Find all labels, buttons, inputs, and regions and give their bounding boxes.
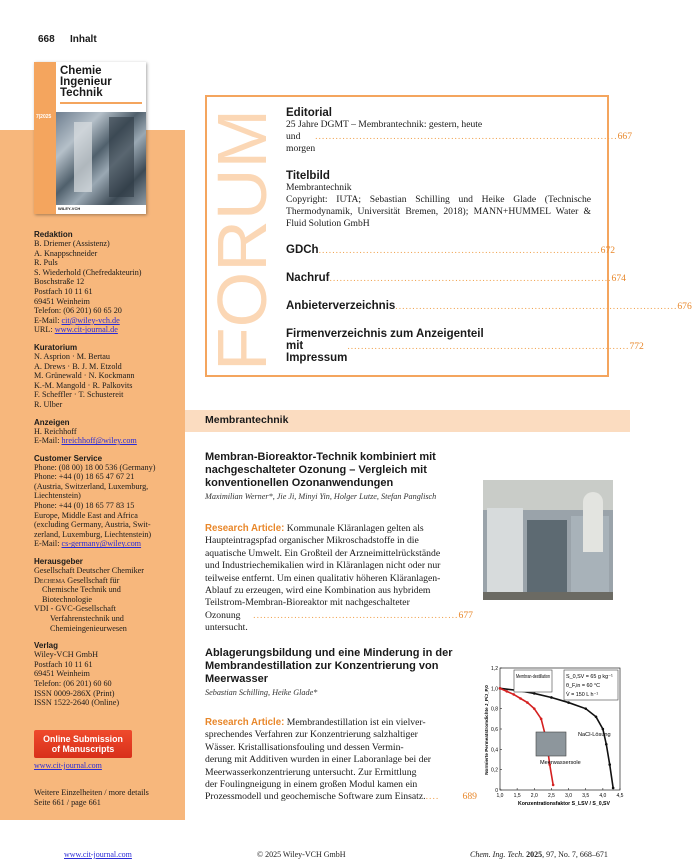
masthead-line: Phone: +44 (0) 18 65 77 83 15 — [34, 501, 135, 511]
more-line: Weitere Einzelheiten / more details — [34, 788, 149, 797]
masthead-line: K.-M. Mangold · R. Palkovits — [34, 380, 133, 390]
footer-citation: Chem. Ing. Tech. 2025, 97, No. 7, 668–671 — [470, 850, 608, 859]
research-article-label: Research Article: — [205, 717, 285, 728]
masthead-line: Phone: (08 00) 18 00 536 (Germany) — [34, 462, 156, 472]
page-ref[interactable]: 674 — [611, 273, 626, 284]
masthead-line: A. Knappschneider — [34, 248, 98, 258]
legend-line: θ_F,in = 60 °C — [566, 683, 601, 689]
masthead-line: F. Scheffler · T. Schustereit — [34, 390, 124, 400]
y-tick-label: 0,2 — [491, 767, 498, 774]
cover-publisher: WILEY-VCH — [58, 206, 81, 211]
data-point — [512, 693, 515, 696]
data-point — [519, 697, 522, 700]
y-tick-label: 0,8 — [491, 706, 498, 713]
masthead-line: (excluding Germany, Austria, Swit- — [34, 520, 151, 530]
abstract-line: und Industriechemikalien wird in Kläranlagen nicht oder nur — [205, 560, 441, 572]
data-point — [602, 728, 605, 731]
data-point — [584, 707, 587, 710]
url-label: URL: — [34, 325, 55, 335]
anzeigen-heading: Anzeigen — [34, 417, 70, 427]
masthead-line: Chemieingenieurwesen — [50, 623, 127, 633]
redaktion-heading: Redaktion — [34, 230, 73, 239]
masthead-line: Boschstraße 12 — [34, 277, 85, 287]
masthead-line: Telefon: (06 201) 60 60 — [34, 678, 112, 688]
masthead-line: Biotechnologie — [42, 594, 93, 604]
masthead-line: R. Puls — [34, 258, 58, 268]
herausgeber-heading: Herausgeber — [34, 557, 83, 567]
x-tick-label: 4,0 — [599, 793, 607, 799]
data-point — [526, 701, 529, 704]
redaktion-email-link[interactable]: cit@wiley-vch.de — [61, 315, 120, 325]
masthead — [34, 230, 184, 708]
abstract-line: Research Article: Membrandestillation ist ein vielver- — [205, 717, 426, 728]
article-1-photo — [483, 480, 613, 600]
masthead-line: Postfach 10 11 61 — [34, 286, 93, 296]
abstract-line: Ozonung untersucht. ............................................................ 677 — [205, 609, 473, 634]
footer-copyright: © 2025 Wiley-VCH GmbH — [257, 850, 346, 859]
section-title: Membrantechnik — [205, 414, 289, 426]
masthead-line: Liechtenstein) — [34, 491, 81, 501]
article-1-abstract — [205, 523, 473, 635]
abstract-line: derung mit Additiven wurden in einer Laboranlage bei der — [205, 754, 431, 766]
article-2-abstract — [205, 717, 477, 804]
forum-entries — [286, 107, 692, 364]
page-ref[interactable]: 689 — [462, 791, 477, 803]
masthead-line: 69451 Weinheim — [34, 296, 90, 306]
nachruf-link[interactable]: Nachruf ................................................................................... 674 — [286, 272, 626, 284]
research-article-label: Research Article: — [205, 523, 285, 534]
article-title[interactable]: Ablagerungsbildung und eine Minderung in der Membrandestillation zur Konzentrierung von Meerwasser — [205, 647, 453, 685]
cover-issue: 7|2025 — [36, 114, 52, 120]
page-ref[interactable]: 677 — [458, 609, 473, 621]
submission-line: of Manuscripts — [51, 744, 115, 754]
submission-url-link[interactable]: www.cit-journal.com — [34, 761, 102, 770]
annotation-label: Membran-destillation — [516, 674, 551, 680]
abstract-line: aquatische Umwelt. Ein Großteil der Arzneimittelrückstände — [205, 547, 441, 559]
y-tick-label: 0 — [495, 788, 498, 794]
page-ref[interactable]: 667 — [617, 131, 632, 142]
y-tick-label: 1,0 — [491, 686, 498, 693]
verlag-heading: Verlag — [34, 641, 59, 651]
firmen-title: Firmenverzeichnis zum Anzeigenteil — [286, 328, 484, 340]
abstract-line: Haupteintragspfad organischer Mikroschadstoffe in die — [205, 535, 419, 547]
x-tick-label: 3,0 — [565, 793, 573, 799]
gdch-link[interactable]: GDCh ................................................................................... 672 — [286, 244, 616, 256]
legend-line: S_0,SV = 65 g kg⁻¹ — [566, 674, 613, 680]
masthead-line: S. Wiederhold (Chefredakteurin) — [34, 267, 142, 277]
page-section-label: Inhalt — [70, 34, 97, 45]
data-point — [506, 690, 509, 693]
masthead-line: A. Drews · B. J. M. Etzold — [34, 361, 122, 371]
masthead-line: Verfahrenstechnik und — [50, 614, 124, 623]
y-tick-label: 0,4 — [491, 747, 498, 754]
data-point — [552, 784, 555, 787]
forum-vertical-label — [203, 103, 281, 373]
abstract-line: Ablauf zu erzeugen, wird eine Kombination aus hybridem — [205, 585, 431, 597]
anbieter-link[interactable]: Anbieterverzeichnis ................................................................................... 676 — [286, 300, 692, 312]
masthead-line: H. Reichhoff — [34, 426, 77, 436]
permeate-flux-chart — [478, 660, 628, 808]
masthead-line: Dechema Gesellschaft für — [34, 575, 120, 585]
masthead-line: 69451 Weinheim — [34, 669, 90, 679]
email-label: E-Mail: — [34, 315, 62, 325]
editorial-title: Editorial — [286, 107, 333, 119]
cover-title: Chemie Ingenieur Technik — [60, 65, 112, 99]
masthead-line: ISSN 1522-2640 (Online) — [34, 698, 120, 708]
y-axis-label: Normierte Permeatstromdichte J_P/J_P,0 — [484, 685, 489, 775]
customer-service-email-link[interactable]: cs-germany@wiley.com — [61, 539, 142, 549]
x-tick-label: 2,0 — [530, 793, 538, 799]
more-details — [34, 788, 149, 808]
article-2 — [205, 647, 475, 697]
masthead-line: R. Ulber — [34, 399, 63, 409]
masthead-line: Phone: +44 (0) 18 65 47 67 21 — [34, 472, 135, 482]
masthead-line: Postfach 10 11 61 — [34, 659, 93, 669]
firmen-link[interactable]: mit Impressum ................................................................................... 772 — [286, 340, 644, 364]
x-axis-label: Konzentrationsfaktor S_LSV / S_0,SV — [518, 801, 610, 807]
masthead-line: Europe, Middle East and Africa — [34, 510, 138, 520]
email-label: E-Mail: — [34, 539, 62, 549]
data-point — [612, 787, 615, 790]
online-submission-button[interactable] — [34, 730, 132, 758]
abstract-line: der Foulingneigung in einem großen Modul kamen ein — [205, 779, 418, 791]
annotation-label: Meerwassersole — [540, 760, 581, 766]
data-point — [567, 701, 570, 704]
abstract-line: Wässer. Kristallisationsfouling und dessen Vermin- — [205, 741, 404, 753]
x-tick-label: 2,5 — [547, 793, 555, 799]
journal-cover-image[interactable] — [34, 62, 146, 214]
masthead-line: (Austria, Switzerland, Luxemburg, — [34, 481, 149, 491]
x-tick-label: 1,0 — [496, 793, 504, 799]
anzeigen-email-link[interactable]: hreichhoff@wiley.com — [61, 436, 137, 446]
abstract-line: Prozessmodell und geochemische Software zum Einsatz. .... 689 — [205, 791, 477, 803]
kuratorium-heading: Kuratorium — [34, 342, 78, 352]
masthead-line: zerland, Luxemburg, Liechtenstein) — [34, 529, 152, 539]
x-tick-label: 3,5 — [582, 793, 590, 799]
masthead-line: VDI - GVC-Gesellschaft — [34, 604, 116, 614]
masthead-line: N. Asprion · M. Bertau — [34, 351, 110, 361]
submission-line: Online Submission — [43, 734, 123, 744]
data-point — [550, 696, 553, 699]
article-authors: Sebastian Schilling, Heike Glade* — [205, 688, 318, 697]
data-point — [608, 763, 611, 766]
module-photo-inset — [536, 732, 566, 756]
abstract-line: Research Article: Kommunale Kläranlagen gelten als — [205, 523, 424, 534]
editorial-link[interactable]: und morgen ......................................................................................... 667 — [286, 131, 632, 154]
x-tick-label: 4,5 — [616, 793, 624, 799]
y-tick-label: 0,6 — [491, 727, 498, 733]
masthead-line: M. Grünewald · N. Kockmann — [34, 371, 135, 381]
article-1 — [205, 451, 470, 501]
page-ref[interactable]: 676 — [677, 301, 692, 312]
y-tick-label: 1,2 — [491, 666, 498, 672]
footer-url-link[interactable]: www.cit-journal.com — [64, 850, 132, 859]
article-authors: Maximilian Werner*, Jie Ji, Minyi Yin, Holger Lutze, Stefan Panglisch — [205, 492, 437, 501]
abstract-line: sprechendes Verfahren zur Konzentrierung salzhaltiger — [205, 729, 418, 741]
redaktion-url-link[interactable]: www.cit-journal.de — [54, 325, 118, 335]
masthead-line: Gesellschaft Deutscher Chemiker — [34, 566, 145, 576]
titelbild-title: Titelbild — [286, 170, 330, 182]
data-point — [595, 716, 598, 719]
abstract-line: Teilstrom-Membran-Bioreaktor mit nachgeschalteter — [205, 597, 410, 609]
annotation-label: NaCl-Lösung — [578, 732, 611, 738]
article-title[interactable]: Membran-Bioreaktor-Technik kombiniert mit nachgeschalteter Ozonung – Vergleich mit konventionellen Ozonanwendungen — [205, 451, 436, 489]
data-point — [540, 718, 543, 721]
x-tick-label: 1,5 — [513, 793, 521, 799]
masthead-line: B. Driemer (Assistenz) — [34, 239, 110, 248]
data-point — [533, 707, 536, 710]
masthead-line: Telefon: (06 201) 60 65 20 — [34, 306, 122, 316]
forum-label-text: FORUM — [203, 114, 281, 371]
abstract-line: Meerwasserkonzentrierung untersucht. Zur Ermittlung — [205, 766, 417, 778]
abstract-line: teilweise entfernt. Um einen qualitativ höheren Kläranlagen- — [205, 572, 441, 584]
titelbild-text: Copyright: IUTA; Sebastian Schilling und Heike Glade (Technische Thermodynamik, Universität Bremen, 2018); MANN+HUMMEL Water & Fluid Solution GmbH — [286, 194, 591, 229]
more-line: Seite 661 / page 661 — [34, 797, 101, 807]
page-ref[interactable]: 672 — [600, 245, 616, 256]
data-point — [533, 692, 536, 695]
email-label: E-Mail: — [34, 436, 62, 446]
page-ref[interactable]: 772 — [629, 341, 644, 352]
data-point — [499, 687, 502, 690]
titelbild-subtitle: Membrantechnik — [286, 182, 352, 193]
masthead-line: ISSN 0009-286X (Print) — [34, 688, 115, 698]
data-point — [605, 743, 608, 746]
masthead-line: Wiley-VCH GmbH — [34, 650, 99, 660]
legend-line: V̇ = 150 L h⁻¹ — [566, 692, 599, 698]
editorial-text: 25 Jahre DGMT – Membrantechnik: gestern, heute — [286, 119, 483, 130]
customer-service-heading: Customer Service — [34, 453, 103, 463]
masthead-line: Chemische Technik und — [42, 585, 121, 595]
page-number: 668 — [38, 34, 55, 45]
